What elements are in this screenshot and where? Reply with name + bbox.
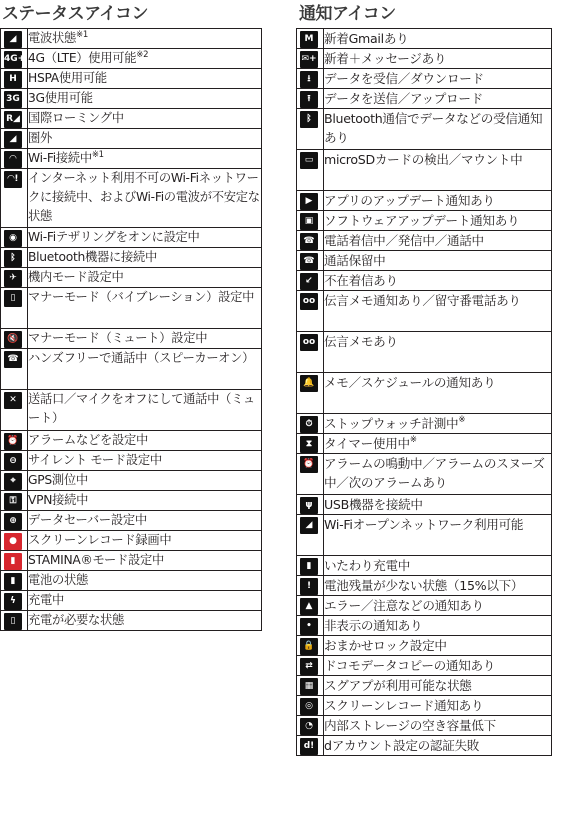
label-cell [324,332,552,373]
icon-cell [297,332,324,373]
label-cell [28,29,262,49]
label-cell [324,434,552,454]
row-label: Wi-Fiテザリングをオンに設定中 [28,230,200,244]
table-row [297,616,552,636]
table-row [297,696,552,716]
table-row [1,611,262,631]
label-cell [324,109,552,150]
label-cell [324,454,552,495]
bluetooth-icon: ᛒ [4,250,22,267]
alarm-ringing-icon: ⏰ [300,456,318,473]
table-row [297,736,552,756]
icon-cell [1,591,28,611]
row-label: データを送信／アップロード [324,91,483,106]
notification-icons-table [296,28,552,756]
timer-hourglass-icon: ⧗ [300,436,318,453]
icon-cell [1,89,28,109]
row-label: 非表示の通知あり [324,618,423,633]
table-row [1,268,262,288]
label-cell [28,431,262,451]
out-of-service-icon: ◢ [4,131,22,148]
table-row [297,332,552,373]
software-update-icon: ▣ [300,213,318,230]
row-label: データを受信／ダウンロード [324,71,484,86]
icon-cell [297,676,324,696]
row-label: USB機器を接続中 [324,497,423,512]
table-row [297,676,552,696]
label-cell [324,211,552,231]
row-label: 新着Gmailあり [324,31,409,46]
icon-cell [297,716,324,736]
alarm-icon: ⏰ [4,433,22,450]
label-cell [324,495,552,515]
table-row [297,150,552,191]
call-hold-icon: ☎ [300,253,318,270]
icon-cell [1,129,28,149]
table-row [297,414,552,434]
icon-cell [297,29,324,49]
row-label: 新着＋メッセージあり [324,51,447,66]
microsd-icon: ▭ [300,152,318,169]
row-label: スクリーンレコード録画中 [28,533,172,547]
label-cell [324,576,552,596]
icon-cell [1,228,28,248]
table-row [1,49,262,69]
icon-cell [297,576,324,596]
table-row [1,29,262,49]
row-label: エラー／注意などの通知あり [324,598,484,613]
table-row [297,495,552,515]
table-row [1,491,262,511]
icon-cell [297,414,324,434]
upload-icon: ⭱ [300,91,318,108]
icon-cell [297,736,324,756]
row-label: 4G（LTE）使用可能 [28,51,137,65]
hidden-notification-icon: • [300,618,318,635]
label-cell [28,49,262,69]
screen-record-notify-icon: ◎ [300,698,318,715]
battery-needs-charge-icon: ▯ [4,613,22,630]
table-row [1,390,262,431]
footnote-mark: ※1 [76,30,88,40]
table-row [297,596,552,616]
label-cell [28,89,262,109]
table-row [1,571,262,591]
label-cell [28,349,262,390]
footnote-mark: ※ [409,435,417,445]
icon-cell [1,268,28,288]
smart-lock-icon: 🔒 [300,638,318,655]
charging-icon: ϟ [4,593,22,610]
label-cell [324,414,552,434]
row-label: 圏外 [28,131,52,145]
table-row [1,89,262,109]
row-label: マナーモード（バイブレーション）設定中 [28,290,255,304]
icon-cell [297,109,324,150]
low-storage-icon: ◔ [300,718,318,735]
row-label: Wi-Fiオープンネットワーク利用可能 [324,517,524,532]
label-cell [324,696,552,716]
icon-cell [1,29,28,49]
table-row [297,556,552,576]
voicemail-icon: oo [300,293,318,310]
row-label: おまかせロック設定中 [324,638,447,653]
table-row [1,431,262,451]
icon-cell [297,251,324,271]
icon-cell [297,454,324,495]
sugu-app-icon: ▦ [300,678,318,695]
row-label: Bluetooth通信でデータなどの受信通知あり [324,111,543,145]
label-cell [28,268,262,288]
label-cell [28,591,262,611]
table-row [1,531,262,551]
icon-cell [297,69,324,89]
label-cell [324,49,552,69]
row-label: アラームなどを設定中 [28,433,148,447]
table-row [297,271,552,291]
wifi-unstable-icon: ◠! [4,171,22,188]
label-cell [28,149,262,169]
label-cell [324,150,552,191]
row-label: 伝言メモあり [324,334,398,349]
icon-cell [297,515,324,556]
icon-cell [1,611,28,631]
row-label: 電池残量が少ない状態（15%以下） [324,578,524,593]
table-row [297,576,552,596]
vibrate-mode-icon: ▯ [4,290,22,307]
row-label: VPN接続中 [28,493,89,507]
3g-icon: 3G [4,91,22,108]
icon-cell [1,248,28,268]
stopwatch-icon: ⏱ [300,416,318,433]
icon-cell [297,49,324,69]
airplane-mode-icon: ✈ [4,270,22,287]
row-label: dアカウント設定の認証失敗 [324,738,480,753]
wifi-tethering-icon: ◉ [4,230,22,247]
row-label: microSDカードの検出／マウント中 [324,152,523,167]
screen-record-icon: ● [4,533,22,550]
row-label: スグアプが利用可能な状態 [324,678,472,693]
4g-lte-icon: 4G+ [4,51,22,68]
missed-call-icon: ↙ [300,273,318,290]
status-icons-table [0,28,262,631]
row-label: マナーモード（ミュート）設定中 [28,331,208,345]
row-label: サイレント モード設定中 [28,453,162,467]
label-cell [28,228,262,248]
table-row [1,129,262,149]
status-icons-section [0,0,262,631]
table-row [297,49,552,69]
label-cell [324,231,552,251]
table-row [297,515,552,556]
icon-cell [297,89,324,109]
footnote-mark: ※2 [136,50,149,60]
table-row [297,434,552,454]
label-cell [28,571,262,591]
icon-cell [1,451,28,471]
table-row [297,211,552,231]
label-cell [324,69,552,89]
icon-cell [297,373,324,414]
wifi-icon: ◠ [4,151,22,168]
row-label: 電話着信中／発信中／通話中 [324,233,484,248]
label-cell [28,390,262,431]
label-cell [324,89,552,109]
table-row [297,69,552,89]
voice-memo-icon: oo [300,334,318,351]
table-row [297,636,552,656]
icon-cell [1,329,28,349]
table-row [297,231,552,251]
row-label: 充電中 [28,593,64,607]
label-cell [324,556,552,576]
label-cell [324,596,552,616]
data-saver-icon: ⊕ [4,513,22,530]
icon-cell [1,109,28,129]
label-cell [324,676,552,696]
table-row [297,454,552,495]
new-message-icon: ✉+ [300,51,318,68]
label-cell [324,29,552,49]
label-cell [28,169,262,228]
row-label: 3G使用可能 [28,91,93,105]
row-label: 充電が必要な状態 [28,613,124,627]
icon-cell [297,211,324,231]
row-label: アラームの鳴動中／アラームのスヌーズ中／次のアラームあり [324,456,545,490]
open-wifi-icon: ◢ [300,517,318,534]
icon-cell [1,349,28,390]
battery-care-icon: ▮ [300,558,318,575]
icon-cell [297,596,324,616]
icon-cell [1,69,28,89]
icon-cell [297,656,324,676]
signal-strength-icon: ◢ [4,31,22,48]
row-label: タイマー使用中 [324,436,410,451]
icon-cell [297,556,324,576]
row-label: 伝言メモ通知あり／留守番電話あり [324,293,521,308]
table-row [1,349,262,390]
label-cell [28,531,262,551]
warning-icon: ▲ [300,598,318,615]
bluetooth-receive-icon: ᛒ [300,111,318,128]
row-label: 内部ストレージの空き容量低下 [324,718,496,733]
table-row [1,551,262,571]
icon-cell [1,431,28,451]
row-label: インターネット利用不可のWi-Fiネットワークに接続中、およびWi-Fiの電波が不安定な状態 [28,171,260,223]
incoming-call-icon: ☎ [300,233,318,250]
icon-cell [1,491,28,511]
icon-cell [1,288,28,329]
table-row [1,248,262,268]
usb-icon: ψ [300,497,318,514]
row-label: 国際ローミング中 [28,111,124,125]
icon-cell [1,149,28,169]
table-row [1,329,262,349]
label-cell [324,251,552,271]
hspa-icon: H [4,71,22,88]
label-cell [324,636,552,656]
label-cell [324,616,552,636]
footnote-mark: ※1 [91,150,104,160]
table-row [1,511,262,531]
label-cell [324,515,552,556]
label-cell [28,248,262,268]
label-cell [324,373,552,414]
label-cell [28,611,262,631]
row-label: データセーバー設定中 [28,513,147,527]
table-row [1,288,262,329]
row-label: 通話保留中 [324,253,386,268]
icon-cell [297,150,324,191]
table-row [1,109,262,129]
table-row [297,29,552,49]
table-row [297,373,552,414]
label-cell [28,491,262,511]
stamina-mode-icon: ▮ [4,553,22,570]
row-label: HSPA使用可能 [28,71,107,85]
notification-icons-section [296,0,552,756]
label-cell [28,511,262,531]
row-label: 送話口／マイクをオフにして通話中（ミュート） [28,392,255,425]
table-row [1,451,262,471]
table-row [297,89,552,109]
table-row [297,656,552,676]
label-cell [28,109,262,129]
d-account-icon: d! [300,738,318,755]
label-cell [324,736,552,756]
label-cell [28,551,262,571]
schedule-bell-icon: 🔔 [300,375,318,392]
mic-mute-icon: ✕ [4,392,22,409]
label-cell [28,69,262,89]
label-cell [28,129,262,149]
label-cell [324,271,552,291]
icon-cell [297,231,324,251]
table-row [1,471,262,491]
vpn-key-icon: ⚿ [4,493,22,510]
table-row [1,69,262,89]
icon-cell [297,696,324,716]
label-cell [28,471,262,491]
app-update-icon: ▶ [300,193,318,210]
mute-mode-icon: 🔇 [4,331,22,348]
table-row [1,228,262,248]
notification-icons-heading: 通知アイコン [299,4,396,24]
icon-cell [1,531,28,551]
label-cell [28,451,262,471]
docomo-data-copy-icon: ⇄ [300,658,318,675]
row-label: 不在着信あり [324,273,398,288]
gmail-icon: M [300,31,318,48]
icon-cell [1,511,28,531]
row-label: スクリーンレコード通知あり [324,698,484,713]
row-label: ソフトウェアアップデート通知あり [324,213,520,228]
table-row [1,149,262,169]
icon-cell [1,571,28,591]
battery-low-icon: ! [300,578,318,595]
label-cell [324,716,552,736]
speakerphone-icon: ☎ [4,351,22,368]
footnote-mark: ※ [458,415,466,425]
icon-cell [1,551,28,571]
table-row [297,109,552,150]
label-cell [324,291,552,332]
icon-cell [297,191,324,211]
icon-cell [297,616,324,636]
row-label: 機内モード設定中 [28,270,124,284]
row-label: 電池の状態 [28,573,88,587]
row-label: いたわり充電中 [324,558,411,573]
icon-cell [297,636,324,656]
table-row [297,716,552,736]
gps-icon: ⌖ [4,473,22,490]
download-icon: ⭳ [300,71,318,88]
silent-mode-icon: ⊖ [4,453,22,470]
icon-cell [1,49,28,69]
table-row [297,291,552,332]
label-cell [28,288,262,329]
row-label: ドコモデータコピーの通知あり [324,658,496,673]
icon-cell [297,291,324,332]
row-label: GPS測位中 [28,473,88,487]
row-label: Wi-Fi接続中 [28,151,92,165]
roaming-icon: R◢ [4,111,22,128]
icon-cell [1,471,28,491]
icon-cell [1,169,28,228]
battery-icon: ▮ [4,573,22,590]
row-label: メモ／スケジュールの通知あり [324,375,496,390]
row-label: STAMINA®モード設定中 [28,553,165,567]
row-label: 電波状態 [28,31,76,45]
row-label: アプリのアップデート通知あり [324,193,495,208]
table-row [1,591,262,611]
label-cell [28,329,262,349]
row-label: Bluetooth機器に接続中 [28,250,157,264]
table-row [297,251,552,271]
icon-cell [297,271,324,291]
label-cell [324,656,552,676]
icon-cell [1,390,28,431]
label-cell [324,191,552,211]
table-row [1,169,262,228]
table-row [297,191,552,211]
status-icons-heading: ステータスアイコン [2,4,148,24]
icon-cell [297,434,324,454]
icon-cell [297,495,324,515]
row-label: ハンズフリーで通話中（スピーカーオン） [28,351,255,365]
row-label: ストップウォッチ計測中 [324,416,459,431]
